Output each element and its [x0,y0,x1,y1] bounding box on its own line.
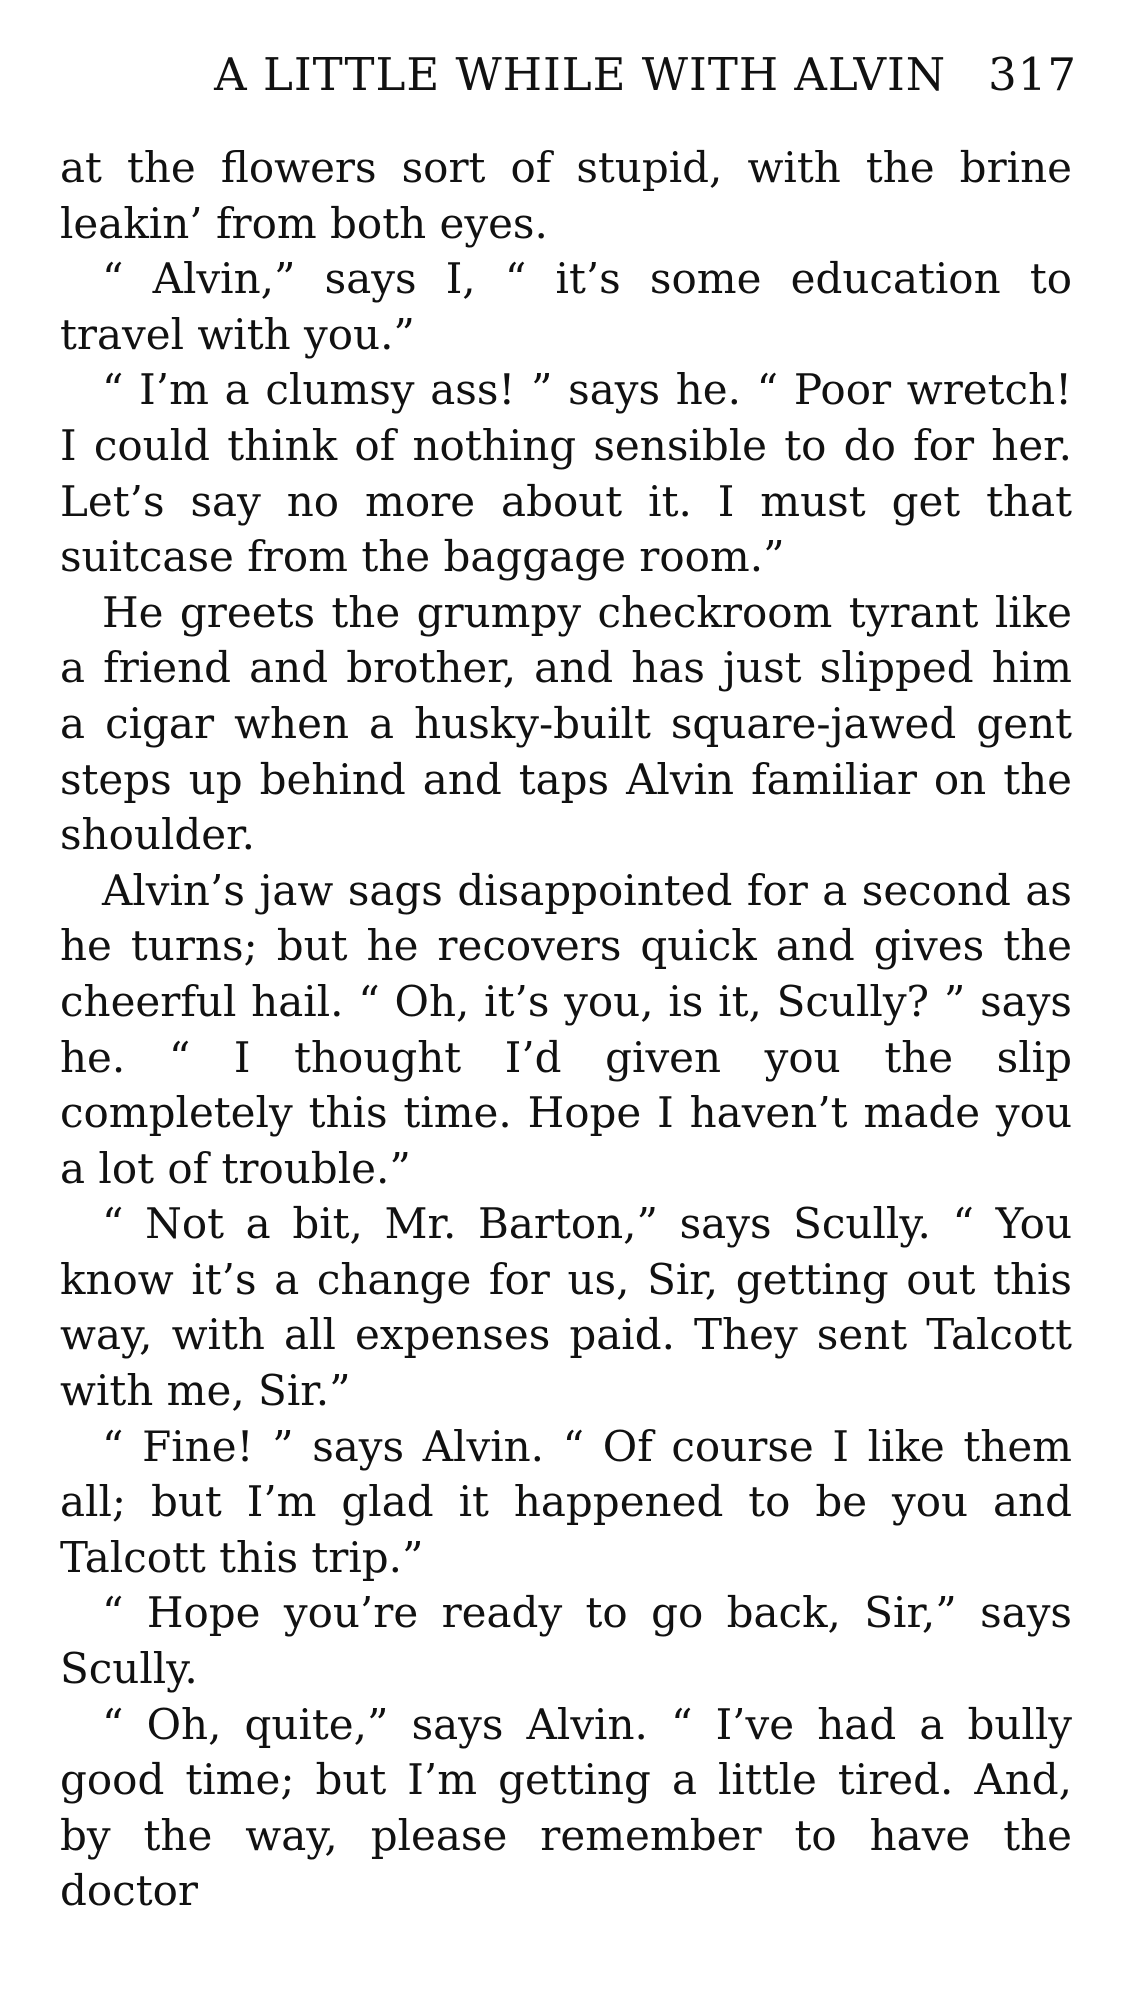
paragraph-continued: at the flowers sort of stupid, with the brine leakin’ from both eyes. [60,143,1072,248]
paragraph: “ Not a bit, Mr. Barton,” says Scully. “ You know it’s a change for us, Sir, getting out this way, with all expenses paid. They sent Talcott with me, Sir.” [60,1199,1072,1416]
paragraph: “ Fine! ” says Alvin. “ Of course I like them all; but I’m glad it happened to be you and Talcott this trip.” [60,1421,1072,1582]
paragraph: “ Oh, quite,” says Alvin. “ I’ve had a bully good time; but I’m getting a little tired. And, by the way, please remember to have the doctor [60,1699,1072,1916]
paragraph: “ I’m a clumsy ass! ” says he. “ Poor wretch! I could think of nothing sensible to do for her. Let’s say no more about it. I must get that suitcase from the baggage room.” [60,365,1072,582]
body-text [60,140,1072,1919]
paragraph: Alvin’s jaw sags disappointed for a second as he turns; but he recovers quick and gives the cheerful hail. “ Oh, it’s you, is it, Scully? ” says he. “ I thought I’d given you the slip completely this time. Hope I haven’t made you a lot of trouble.” [60,865,1072,1193]
paragraph: “ Alvin,” says I, “ it’s some education to travel with you.” [60,254,1072,359]
paragraph: “ Hope you’re ready to go back, Sir,” says Scully. [60,1588,1072,1694]
running-head [60,48,1077,108]
running-title: A LITTLE WHILE WITH ALVIN [214,48,947,101]
page-number: 317 [988,48,1077,101]
paragraph: He greets the grumpy checkroom tyrant like a friend and brother, and has just slipped him a cigar when a husky-built square-jawed gent steps up behind and taps Alvin familiar on the shoulder. [60,587,1072,860]
